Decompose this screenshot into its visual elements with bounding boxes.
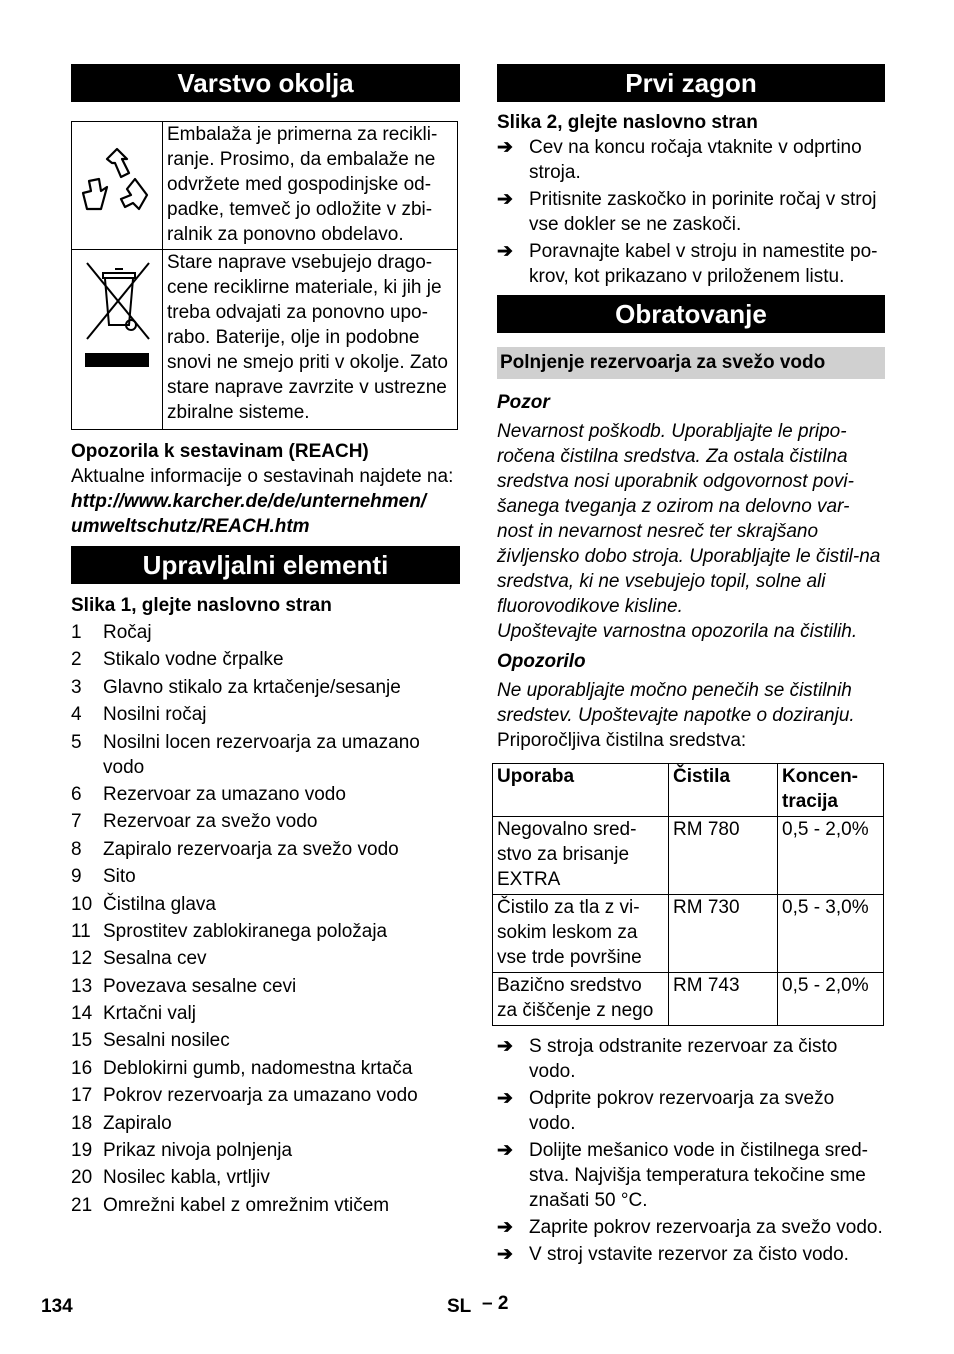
control-item-label: Povezava sesalne cevi: [103, 975, 297, 997]
control-item-label: Nosilni ročaj: [103, 704, 207, 726]
control-item: [71, 1083, 460, 1108]
control-item-number: 16: [71, 1057, 93, 1079]
control-item-number: 14: [71, 1003, 93, 1025]
control-item: [71, 1001, 460, 1026]
control-item-number: 8: [71, 838, 82, 860]
control-item: [71, 946, 460, 971]
table-row: [493, 895, 884, 973]
control-item-number: 10: [71, 893, 93, 915]
control-item-number: 4: [71, 704, 82, 726]
table-header-row: [493, 764, 884, 817]
control-item-number: 19: [71, 1140, 93, 1162]
control-item: [71, 1028, 460, 1053]
control-item-label: Zapiralo rezervoarja za svežo vodo: [103, 838, 399, 860]
control-item-label: Prikaz nivoja polnjenja: [103, 1140, 293, 1162]
control-item-label: Deblokirni gumb, nadomestna krtača: [103, 1057, 413, 1079]
control-item: [71, 730, 460, 780]
control-item-number: 17: [71, 1085, 93, 1107]
control-item-label: Ročaj: [103, 622, 152, 643]
control-item-label: Rezervoar za umazano vodo: [103, 783, 346, 805]
first-start-step-text: Pritisnite zaskočko in porinite ročaj v stroj vse dokler se ne zaskoči.: [529, 189, 877, 235]
operation-heading: Obratovanje: [497, 295, 885, 333]
control-item-label: Omrežni kabel z omrežnim vtičem: [103, 1194, 390, 1216]
table-cell: 0,5 - 2,0%: [778, 973, 884, 1026]
control-item-label: Zapiralo: [103, 1112, 172, 1134]
fill-step: [497, 1034, 885, 1084]
fill-step-text: Odprite pokrov rezervoarja za svežo vodo.: [529, 1088, 835, 1134]
control-item-label: Glavno stikalo za krtačenje/sesanje: [103, 676, 401, 698]
recycling-text: Embalaža je primerna za recikli-ranje. Prosimo, da embalaže ne odvržete med gospodinjske od-padke, temveč jo odložite v zbi-ralnik za ponovno obdelavo.: [163, 122, 458, 250]
control-item-number: 1: [71, 622, 82, 643]
table-row: [493, 973, 884, 1026]
control-item-number: 7: [71, 811, 82, 833]
control-item-number: 21: [71, 1194, 93, 1216]
caution-text-2: Upoštevajte varnostna opozorila na čistilih.: [497, 621, 858, 642]
control-item-number: 6: [71, 783, 82, 805]
arrow-right-icon: ➔: [497, 1217, 513, 1238]
control-item: [71, 1193, 460, 1218]
control-item: [71, 919, 460, 944]
control-item-label: Krtačni valj: [103, 1003, 196, 1025]
fill-step: [497, 1215, 885, 1240]
fill-step-text: S stroja odstranite rezervoar za čisto vodo.: [529, 1036, 838, 1082]
right-column: [497, 64, 885, 1269]
arrow-right-icon: ➔: [497, 1036, 513, 1057]
first-start-step: [497, 135, 885, 185]
arrow-right-icon: ➔: [497, 1140, 513, 1161]
table-cell: RM 780: [669, 817, 778, 895]
fill-step: [497, 1138, 885, 1213]
control-item: [71, 1111, 460, 1136]
controls-heading: Upravljalni elementi: [71, 546, 460, 584]
reach-link-line-1[interactable]: http://www.karcher.de/de/unternehmen/: [71, 491, 427, 512]
fill-tank-subheading: Polnjenje rezervoarja za svežo vodo: [497, 347, 885, 379]
control-item: [71, 782, 460, 807]
control-item-number: 13: [71, 975, 93, 997]
control-item: [71, 620, 460, 645]
control-item: [71, 1138, 460, 1163]
disposal-text: Stare naprave vsebujejo drago-cene reciklirne materiale, ki jih je treba odvajati za ponovno upo-rabo. Baterije, olje in podobne snovi ne smejo priti v okolje. Zato stare naprave zavrzite v ustrezne zbiralne sisteme.: [163, 250, 458, 430]
control-item-label: Sesalni nosilec: [103, 1030, 230, 1052]
environment-heading: Varstvo okolja: [71, 64, 460, 102]
table-cell: Čistilo za tla z vi-sokim leskom za vse trde površine: [493, 895, 669, 973]
control-item-label: Pokrov rezervoarja za umazano vodo: [103, 1085, 418, 1107]
control-item: [71, 892, 460, 917]
recommended-text: Priporočljiva čistilna sredstva:: [497, 730, 747, 751]
environment-row-recycling: [72, 122, 458, 250]
note-text: Ne uporabljajte močno penečih se čistilnih sredstev. Upoštevajte napotke o doziranju.: [497, 680, 855, 726]
control-item-number: 2: [71, 649, 82, 671]
control-item-label: Stikalo vodne črpalke: [103, 649, 284, 671]
environment-row-disposal: [72, 250, 458, 430]
arrow-right-icon: ➔: [497, 189, 513, 210]
fill-step-text: V stroj vstavite rezervor za čisto vodo.: [529, 1244, 849, 1265]
table-header-concentration: Koncen-tracija: [778, 764, 884, 817]
reach-link-line-2[interactable]: umweltschutz/REACH.htm: [71, 516, 310, 537]
arrow-right-icon: ➔: [497, 241, 513, 262]
table-row: [493, 817, 884, 895]
reach-title: Opozorila k sestavinam (REACH): [71, 441, 369, 462]
arrow-right-icon: ➔: [497, 1088, 513, 1109]
control-item: [71, 864, 460, 889]
note-label: Opozorilo: [497, 651, 586, 672]
first-start-step: [497, 239, 885, 289]
cleaning-agents-table: [492, 763, 884, 1026]
control-item-label: Sprostitev zablokiranega položaja: [103, 920, 388, 942]
page-number: 134: [41, 1296, 73, 1317]
figure-1-reference: Slika 1, glejte naslovno stran: [71, 595, 332, 616]
fill-step-text: Dolijte mešanico vode in čistilnega sred-stva. Najvišja temperatura tekočine sme znašati 50 °C.: [529, 1140, 868, 1211]
crossed-out-bin-icon: [79, 255, 155, 375]
table-header-agent: Čistila: [669, 764, 778, 817]
section-page: – 2: [482, 1293, 509, 1314]
left-column: [71, 64, 460, 1220]
table-cell: Negovalno sred-stvo za brisanje EXTRA: [493, 817, 669, 895]
controls-list: [71, 620, 460, 1218]
caution-text: Nevarnost poškodb. Uporabljajte le pripo-ročena čistilna sredstva. Za ostala čistilna sredstva nosi uporabnik odgovornost povi-šanega tveganja z ozirom na delovno var-nost in nevarnost nesreč ter skrajšano življensko dobo stroja. Uporabljajte le čistil-na sredstva, ki ne vsebujejo topil, solne ali fluorovodikove kisline.: [497, 421, 881, 617]
language-code: SL: [447, 1296, 472, 1317]
control-item-label: Sesalna cev: [103, 948, 207, 970]
control-item-label: Nosilec kabla, vrtljiv: [103, 1167, 270, 1189]
control-item-number: 11: [71, 920, 91, 942]
control-item-number: 15: [71, 1030, 93, 1052]
control-item: [71, 1056, 460, 1081]
table-cell: RM 743: [669, 973, 778, 1026]
arrow-right-icon: ➔: [497, 1244, 513, 1265]
control-item-number: 5: [71, 731, 82, 753]
first-start-step-text: Poravnajte kabel v stroju in namestite po-krov, kot prikazano v priloženem listu.: [529, 241, 878, 287]
control-item: [71, 974, 460, 999]
table-cell: RM 730: [669, 895, 778, 973]
control-item: [71, 1165, 460, 1190]
control-item-number: 3: [71, 676, 82, 698]
control-item-label: Rezervoar za svežo vodo: [103, 811, 318, 833]
first-start-step-text: Cev na koncu ročaja vtaknite v odprtino stroja.: [529, 137, 862, 183]
fill-step: [497, 1242, 885, 1267]
figure-2-reference: Slika 2, glejte naslovno stran: [497, 112, 758, 133]
reach-text: Aktualne informacije o sestavinah najdete na:: [71, 466, 454, 487]
fill-step: [497, 1086, 885, 1136]
environment-table: [71, 121, 458, 430]
control-item-label: Sito: [103, 866, 136, 888]
first-start-step: [497, 187, 885, 237]
control-item: [71, 675, 460, 700]
control-item-number: 9: [71, 866, 82, 888]
control-item-label: Čistilna glava: [103, 893, 216, 915]
fill-step-text: Zaprite pokrov rezervoarja za svežo vodo.: [529, 1217, 883, 1238]
control-item-number: 18: [71, 1112, 93, 1134]
control-item-number: 20: [71, 1167, 93, 1189]
table-cell: Bazično sredstvo za čiščenje z nego: [493, 973, 669, 1026]
control-item: [71, 647, 460, 672]
table-header-usage: Uporaba: [493, 764, 669, 817]
control-item: [71, 809, 460, 834]
table-cell: 0,5 - 2,0%: [778, 817, 884, 895]
control-item: [71, 702, 460, 727]
recycling-icon: [79, 145, 155, 221]
table-cell: 0,5 - 3,0%: [778, 895, 884, 973]
fill-steps: [497, 1034, 885, 1267]
first-start-steps: [497, 135, 885, 289]
control-item-number: 12: [71, 948, 93, 970]
control-item: [71, 837, 460, 862]
control-item-label: Nosilni locen rezervoarja za umazano vodo: [103, 731, 420, 778]
caution-label: Pozor: [497, 392, 550, 413]
arrow-right-icon: ➔: [497, 137, 513, 158]
first-start-heading: Prvi zagon: [497, 64, 885, 102]
